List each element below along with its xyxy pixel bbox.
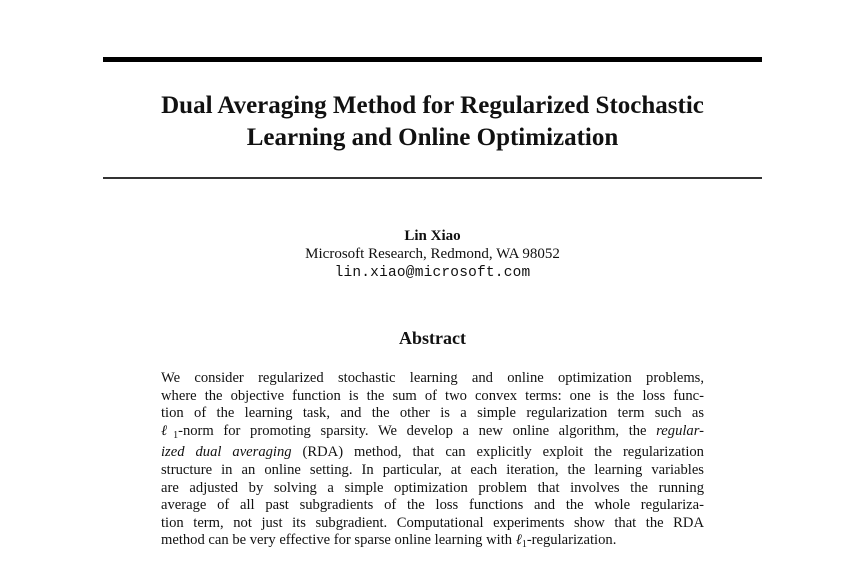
title-bottom-rule [103,177,762,179]
paper-title [103,90,762,154]
author-affiliation: Microsoft Research, Redmond, WA 98052 [305,246,560,262]
italic-phrase-part1: regular- [656,422,704,439]
abstract-line: tion term, not just its subgradient. Computational experiments show that the RDA [161,514,704,531]
author-block [103,227,762,283]
ell-subscript: 1 [173,429,179,441]
abstract-line [161,532,704,554]
abstract-line-text: -regularization. [526,532,617,549]
abstract-line: tion of the learning task, and the other is a simple regularization term such as [161,405,704,422]
ell-symbol: ℓ [161,422,174,439]
title-top-rule [103,57,762,62]
author-email: lin.xiao@microsoft.com [334,265,531,281]
abstract-line-text: (RDA) method, that can explicitly exploit the regularization [291,444,704,461]
abstract-line: We consider regularized stochastic learning and online optimization problems, [161,370,704,386]
italic-phrase-part2: ized dual averaging [161,444,292,461]
title-line-1: Dual Averaging Method for Regularized Stochastic [161,92,704,119]
abstract-line [161,444,704,462]
author-name: Lin Xiao [404,228,461,244]
abstract-line [161,423,704,445]
abstract-line: average of all past subgradients of the loss functions and the whole regulariza- [161,497,704,514]
abstract-line-text: -norm for promoting sparsity. We develop a new online algorithm, the [178,422,657,439]
abstract-line: are adjusted by solving a simple optimization problem that involves the running [161,479,704,496]
abstract-heading: Abstract [399,328,466,348]
ell-symbol: ℓ [515,532,522,549]
ell-subscript: 1 [521,539,527,551]
abstract-line: structure in an online setting. In particular, at each iteration, the learning variables [161,461,704,478]
abstract-body [161,370,704,554]
title-line-2: Learning and Online Optimization [246,124,619,151]
abstract-line-text: method can be very effective for sparse online learning with [161,532,516,549]
abstract-line: where the objective function is the sum of two convex terms: one is the loss func- [161,387,704,404]
